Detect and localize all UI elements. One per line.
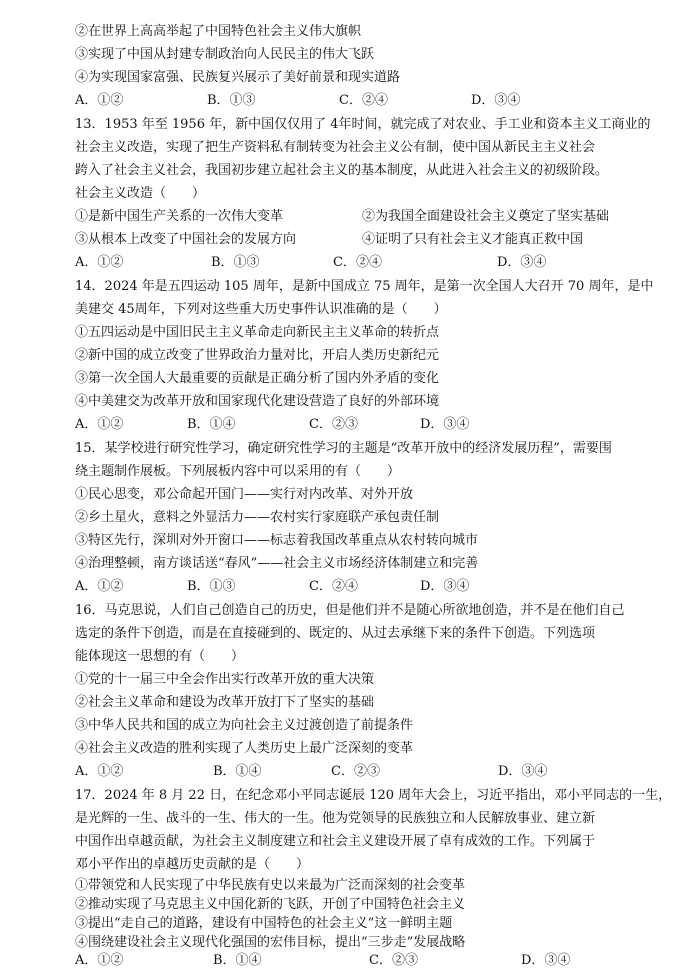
q12-option-c: C．②④ bbox=[339, 93, 388, 108]
q15-stem-line-2: 绕主题制作展板。下列展板内容中可以采用的有（ ） bbox=[75, 464, 401, 479]
q17-statement-2: ②推动实现了马克思主义中国化新的飞跃，开创了中国特色社会主义 bbox=[75, 897, 466, 912]
q14-statement-4: ④中美建交为改革开放和国家现代化建设营造了良好的外部环境 bbox=[75, 394, 440, 409]
q15-option-a: A．①② bbox=[75, 579, 124, 594]
q14-stem-line-1: 14．2024 年是五四运动 105 周年，是新中国成立 75 周年，是第一次全国人大召开 70 周年，是中 bbox=[75, 279, 654, 294]
q13-stem-line-3: 跨入了社会主义社会，我国初步建立起社会主义的基本制度，从此进入社会主义的初级阶段。 bbox=[75, 163, 609, 178]
q16-option-a: A．①② bbox=[75, 764, 124, 779]
q16-stem-line-3: 能体现这一思想的有（ ） bbox=[75, 649, 245, 664]
q16-statement-3: ③中华人民共和国的成立为向社会主义过渡创造了前提条件 bbox=[75, 718, 414, 733]
q15-statement-4: ④治理整顿，南方谈话送“春风”——社会主义市场经济体制建立和完善 bbox=[75, 556, 479, 571]
q16-option-d: D．③④ bbox=[498, 764, 548, 779]
q12-option-a: A．①② bbox=[75, 93, 124, 108]
q17-statement-3: ③提出“走自己的道路，建设有中国特色的社会主义”这一鲜明主题 bbox=[75, 916, 453, 931]
q14-option-a: A．①② bbox=[75, 417, 124, 432]
q16-statement-1: ①党的十一届三中全会作出实行改革开放的重大决策 bbox=[75, 672, 375, 687]
q16-statement-4: ④社会主义改造的胜利实现了人类历史上最广泛深刻的变革 bbox=[75, 741, 414, 756]
q15-statement-3: ③特区先行，深圳对外开窗口——标志着我国改革重点从农村转向城市 bbox=[75, 533, 479, 548]
q13-option-d: D．③④ bbox=[497, 255, 547, 270]
q17-option-a: A．①② bbox=[75, 953, 124, 968]
q16-option-b: B．①④ bbox=[213, 764, 262, 779]
q13-statement-2: ②为我国全面建设社会主义奠定了坚实基础 bbox=[362, 209, 610, 224]
q13-statement-1: ①是新中国生产关系的一次伟大变革 bbox=[75, 209, 284, 224]
q15-statement-1: ①民心思变，邓公命起开国门——实行对内改革、对外开放 bbox=[75, 487, 414, 502]
q13-stem-line-4: 社会主义改造（ ） bbox=[75, 186, 206, 201]
q14-stem-line-2: 美建交 45周年，下列对这些重大历史事件认识准确的是（ ） bbox=[75, 302, 447, 317]
q13-option-b: B．①③ bbox=[211, 255, 260, 270]
q16-stem-line-2: 选定的条件下创造，而是在直接碰到的、既定的、从过去承继下来的条件下创造。下列选项 bbox=[75, 626, 596, 641]
q13-option-c: C．②④ bbox=[333, 255, 382, 270]
q12-option-b: B．①③ bbox=[207, 93, 256, 108]
q14-option-c: C．②③ bbox=[309, 417, 358, 432]
q15-options bbox=[75, 579, 595, 595]
q14-option-b: B．①④ bbox=[187, 417, 236, 432]
q14-options bbox=[75, 417, 595, 433]
q13-statement-4: ④证明了只有社会主义才能真正救中国 bbox=[362, 232, 584, 247]
q17-option-b: B．①④ bbox=[213, 953, 262, 968]
q17-statement-1: ①带领党和人民实现了中华民族有史以来最为广泛而深刻的社会变革 bbox=[75, 878, 466, 893]
q13-stem-line-1: 13．1953 年至 1956 年，新中国仅仅用了 4年时间，就完成了对农业、手工业和资本主义工商业的 bbox=[75, 117, 651, 132]
q17-stem-line-2: 是光辉的一生、战斗的一生、伟大的一生。他为党领导的民族独立和人民解放事业、建立新 bbox=[75, 811, 596, 826]
q16-stem-line-1: 16．马克思说，人们自己创造自己的历史，但是他们并不是随心所欲地创造，并不是在他们自己 bbox=[75, 603, 625, 618]
q12-statement-3: ③实现了中国从封建专制政治向人民民主的伟大飞跃 bbox=[75, 47, 375, 62]
q15-option-b: B．①③ bbox=[187, 579, 236, 594]
q17-option-d: D．③④ bbox=[521, 953, 571, 968]
q17-option-c: C．②③ bbox=[369, 953, 418, 968]
q17-statement-4: ④围绕建设社会主义现代化强国的宏伟目标，提出“三步走”发展战略 bbox=[75, 935, 466, 950]
q12-statement-4: ④为实现国家富强、民族复兴展示了美好前景和现实道路 bbox=[75, 70, 401, 85]
q14-statement-3: ③第一次全国人大最重要的贡献是正确分析了国内外矛盾的变化 bbox=[75, 371, 440, 386]
q13-stem-line-2: 社会主义改造，实现了把生产资料私有制转变为社会主义公有制，使中国从新民主主义社会 bbox=[75, 140, 596, 155]
q14-statement-2: ②新中国的成立改变了世界政治力量对比，开启人类历史新纪元 bbox=[75, 348, 440, 363]
q17-stem-line-1: 17．2024 年 8 月 22 日，在纪念邓小平同志诞辰 120 周年大会上，习近平指出，邓小平同志的一生， bbox=[75, 788, 672, 803]
q13-option-a: A．①② bbox=[75, 255, 124, 270]
q15-option-c: C．②④ bbox=[309, 579, 358, 594]
q16-option-c: C．②③ bbox=[331, 764, 380, 779]
q16-statement-2: ②社会主义革命和建设为改革开放打下了坚实的基础 bbox=[75, 695, 375, 710]
q13-options bbox=[75, 255, 635, 271]
q15-option-d: D．③④ bbox=[420, 579, 470, 594]
q12-statement-2: ②在世界上高高举起了中国特色社会主义伟大旗帜 bbox=[75, 24, 362, 39]
q17-options bbox=[75, 953, 635, 969]
q17-stem-line-3: 中国作出卓越贡献，为社会主义制度建立和社会主义建设开展了卓有成效的工作。下列属于 bbox=[75, 834, 596, 849]
q15-statement-2: ②乡土星火，意料之外显活力——农村实行家庭联产承包责任制 bbox=[75, 510, 440, 525]
q12-options bbox=[75, 93, 615, 109]
q14-option-d: D．③④ bbox=[420, 417, 470, 432]
q13-statement-3: ③从根本上改变了中国社会的发展方向 bbox=[75, 232, 297, 247]
q15-stem-line-1: 15．某学校进行研究性学习，确定研究性学习的主题是“改革开放中的经济发展历程”，需要围 bbox=[75, 441, 612, 456]
q16-options bbox=[75, 764, 635, 780]
q12-option-d: D．③④ bbox=[471, 93, 521, 108]
q17-stem-line-4: 邓小平作出的卓越历史贡献的是（ ） bbox=[75, 857, 310, 872]
q14-statement-1: ①五四运动是中国旧民主主义革命走向新民主主义革命的转折点 bbox=[75, 325, 440, 340]
